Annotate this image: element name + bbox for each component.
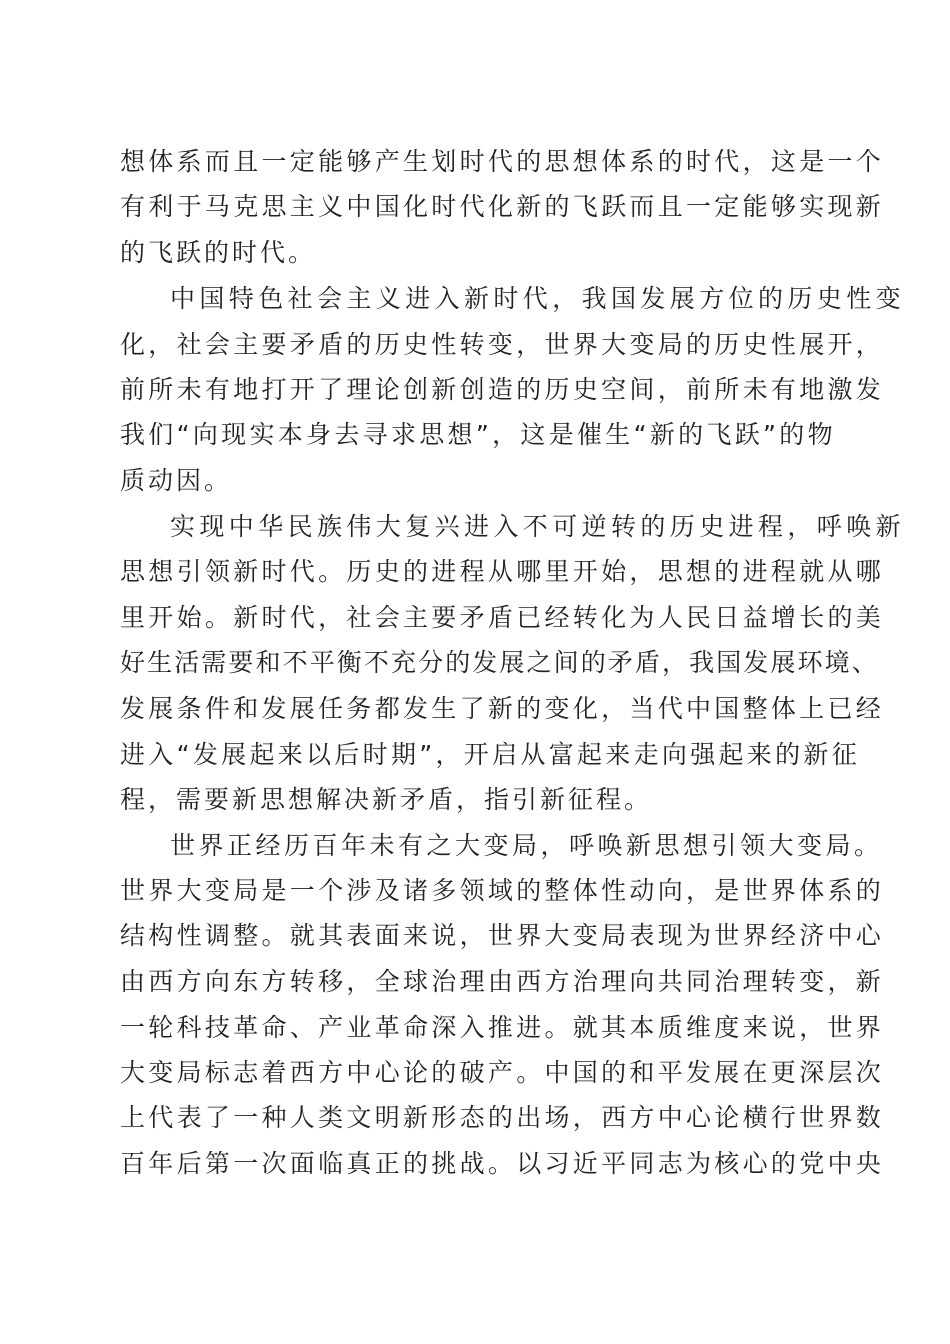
text-line: 有利于马克思主义中国化时代化新的飞跃而且一定能够实现新: [120, 192, 885, 221]
text-line: 想体系而且一定能够产生划时代的思想体系的时代，这是一个: [120, 147, 885, 176]
text-line: 一轮科技革命、产业革命深入推进。就其本质维度来说，世界: [120, 1013, 885, 1042]
text-line: 上代表了一种人类文明新形态的出场，西方中心论横行世界数: [120, 1103, 885, 1132]
paragraph-start-line: 实现中华民族伟大复兴进入不可逆转的历史进程，呼唤新: [170, 512, 906, 541]
text-line: 结构性调整。就其表面来说，世界大变局表现为世界经济中心: [120, 921, 885, 950]
text-line: 由西方向东方转移，全球治理由西方治理向共同治理转变，新: [120, 967, 885, 996]
text-line: 大变局标志着西方中心论的破产。中国的和平发展在更深层次: [120, 1058, 885, 1087]
paragraph-start-line: 中国特色社会主义进入新时代，我国发展方位的历史性变: [170, 284, 906, 313]
text-line: 世界大变局是一个涉及诸多领域的整体性动向，是世界体系的: [120, 876, 885, 905]
text-line: 的飞跃的时代。: [120, 238, 317, 267]
text-line: 质动因。: [120, 466, 233, 495]
text-line: 我们“向现实本身去寻求思想”，这是催生“新的飞跃”的物: [120, 420, 836, 449]
text-line: 发展条件和发展任务都发生了新的变化，当代中国整体上已经: [120, 694, 885, 723]
text-line: 里开始。新时代，社会主要矛盾已经转化为人民日益增长的美: [120, 603, 885, 632]
text-line: 化，社会主要矛盾的历史性转变，世界大变局的历史性展开，: [120, 330, 885, 359]
text-line: 前所未有地打开了理论创新创造的历史空间，前所未有地激发: [120, 375, 885, 404]
text-line: 进入“发展起来以后时期”，开启从富起来走向强起来的新征: [120, 740, 861, 769]
text-line: 程，需要新思想解决新矛盾，指引新征程。: [120, 785, 653, 814]
paragraph-start-line: 世界正经历百年未有之大变局，呼唤新思想引领大变局。: [170, 831, 883, 860]
text-line: 百年后第一次面临真正的挑战。以习近平同志为核心的党中央: [120, 1149, 885, 1178]
text-line: 好生活需要和不平衡不充分的发展之间的矛盾，我国发展环境、: [120, 648, 879, 677]
text-line: 思想引领新时代。历史的进程从哪里开始，思想的进程就从哪: [120, 557, 885, 586]
